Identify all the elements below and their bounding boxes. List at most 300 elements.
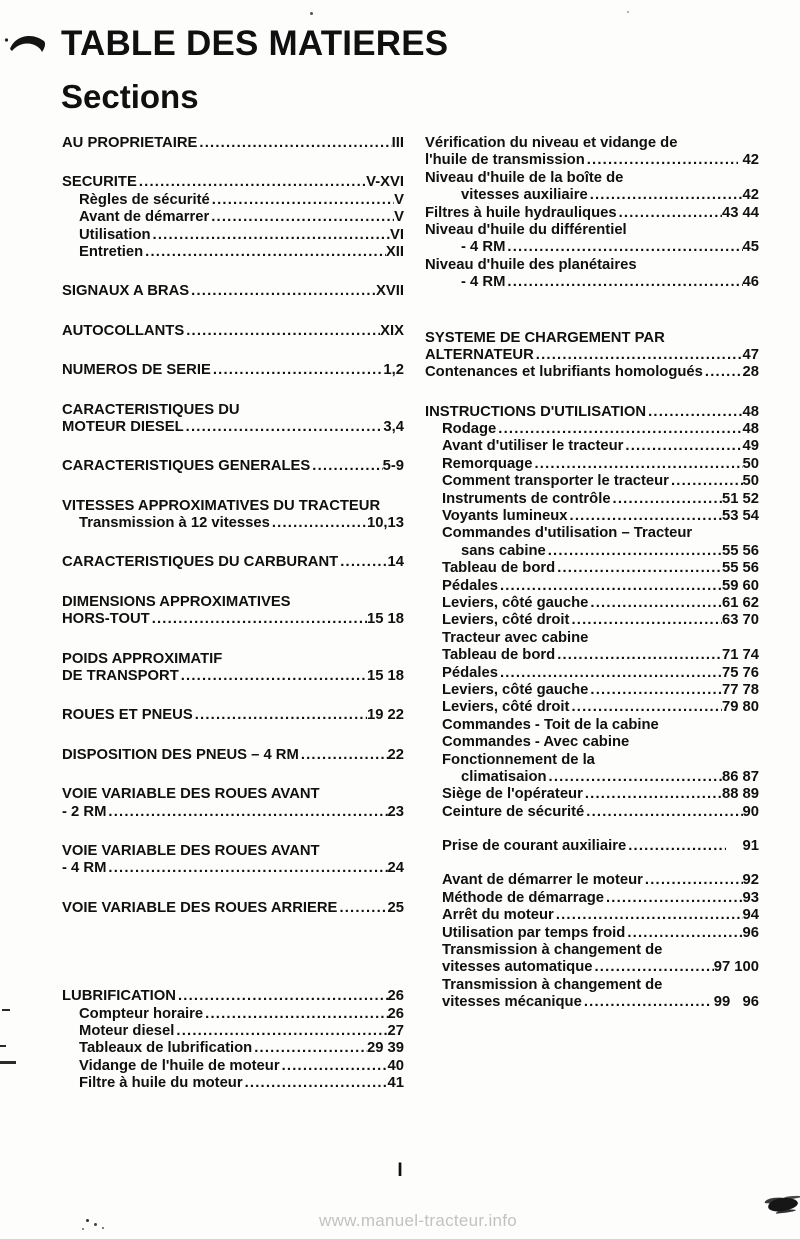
toc-block — [62, 402, 404, 437]
toc-entry — [425, 994, 759, 1011]
toc-leader-dots — [617, 205, 722, 222]
toc-entry-page: 14 — [387, 554, 404, 571]
toc-entry-page: 42 — [738, 152, 759, 169]
toc-entry-label: Remorquage — [442, 455, 533, 472]
scan-smudge — [767, 1196, 798, 1212]
toc-block — [425, 404, 759, 821]
toc-leader-dots — [583, 786, 722, 803]
toc-entry-label: Transmission à changement de — [442, 976, 663, 993]
toc-entry-label: vitesses automatique — [442, 959, 593, 976]
toc-entry — [425, 421, 759, 438]
toc-entry-label: Transmission à changement de — [442, 942, 663, 959]
toc-leader-dots — [505, 239, 742, 256]
toc-leader-dots — [184, 419, 384, 436]
toc-entry — [425, 977, 759, 994]
toc-block — [62, 707, 404, 724]
toc-leader-dots — [623, 438, 742, 455]
toc-leader-dots — [643, 872, 743, 889]
toc-leader-dots — [143, 244, 386, 261]
toc-entry-label: Leviers, côté gauche — [442, 594, 589, 611]
toc-entry-page: 61 62 — [721, 594, 759, 611]
toc-leader-dots — [498, 578, 722, 595]
toc-entry-page: 47 — [742, 346, 759, 363]
toc-entry-label: Contenances et lubrifiants homologués — [425, 364, 703, 381]
toc-entry-page: 77 78 — [721, 681, 759, 698]
toc-entry-page: 5-9 — [382, 458, 404, 475]
toc-block — [62, 362, 404, 379]
toc-entry-label: - 4 RM — [461, 239, 506, 256]
scan-speck — [86, 1219, 89, 1222]
toc-entry-page: 29 39 — [366, 1040, 404, 1057]
toc-leader-dots — [174, 1023, 387, 1040]
toc-entry — [425, 347, 759, 364]
toc-entry-label: Pédales — [442, 664, 498, 681]
toc-entry-page: XVII — [376, 283, 404, 300]
toc-entry-label: NUMEROS DE SERIE — [62, 362, 211, 379]
toc-entry-page: 59 60 — [721, 577, 759, 594]
toc-leader-dots — [189, 283, 376, 300]
toc-entry — [62, 209, 404, 226]
toc-block — [62, 174, 404, 261]
toc-entry — [425, 752, 759, 769]
toc-entry-label: VOIE VARIABLE DES ROUES AVANT — [62, 842, 320, 859]
toc-entry — [425, 135, 759, 152]
toc-entry-page: 94 — [742, 907, 759, 924]
toc-entry-page: 25 — [387, 899, 404, 916]
toc-left-column — [62, 135, 404, 1093]
toc-entry — [425, 682, 759, 699]
toc-leader-dots — [555, 560, 722, 577]
toc-entry — [425, 734, 759, 751]
toc-leader-dots — [252, 1040, 367, 1057]
scan-speck — [102, 1227, 104, 1229]
toc-entry — [425, 364, 759, 381]
toc-entry — [62, 860, 404, 877]
toc-entry-page: III — [391, 135, 404, 151]
toc-entry-page: 23 — [387, 803, 404, 820]
toc-leader-dots — [210, 192, 394, 209]
toc-entry — [62, 515, 404, 532]
toc-entry-label: Vidange de l'huile de moteur — [79, 1057, 280, 1074]
toc-leader-dots — [106, 804, 387, 821]
toc-entry-label: Vérification du niveau et vidange de — [425, 135, 678, 151]
toc-entry — [62, 323, 404, 340]
toc-entry — [62, 227, 404, 244]
toc-entry-label: Commandes - Toit de la cabine — [442, 716, 659, 733]
toc-entry-label: VOIE VARIABLE DES ROUES ARRIERE — [62, 899, 338, 916]
toc-entry-label: Voyants lumineux — [442, 508, 568, 525]
toc-entry — [425, 170, 759, 187]
toc-leader-dots — [593, 959, 714, 976]
watermark-text: www.manuel-tracteur.info — [319, 1211, 518, 1230]
toc-block — [62, 651, 404, 686]
toc-entry — [62, 1023, 404, 1040]
toc-entry-label: Leviers, côté gauche — [442, 681, 589, 698]
toc-entry-label: CARACTERISTIQUES DU — [62, 401, 240, 418]
toc-entry-page: 55 56 — [721, 560, 759, 577]
toc-entry-page: 79 80 — [721, 699, 759, 716]
toc-entry-label: HORS-TOUT — [62, 611, 150, 628]
toc-entry-page: V — [394, 209, 404, 226]
toc-entry-page: 15 18 — [366, 611, 404, 628]
toc-entry — [62, 1040, 404, 1057]
toc-entry — [425, 274, 759, 291]
toc-leader-dots — [625, 925, 742, 942]
scan-dash — [2, 1009, 10, 1011]
toc-entry — [425, 239, 759, 256]
scan-dash — [0, 1061, 16, 1064]
toc-entry-label: Filtres à huile hydrauliques — [425, 204, 617, 221]
toc-leader-dots — [338, 554, 387, 571]
toc-leader-dots — [337, 900, 387, 917]
toc-entry — [425, 330, 759, 347]
toc-entry-label: Transmission à 12 vitesses — [79, 515, 270, 532]
toc-leader-dots — [106, 860, 387, 877]
toc-entry-page: 71 74 — [721, 647, 759, 664]
toc-leader-dots — [184, 323, 380, 340]
toc-entry-label: INSTRUCTIONS D'UTILISATION — [425, 403, 647, 420]
toc-entry-label: ALTERNATEUR — [425, 346, 534, 363]
toc-entry-label: Avant de démarrer le moteur — [442, 872, 643, 889]
toc-entry — [62, 1075, 404, 1092]
toc-block — [62, 988, 404, 1092]
toc-entry-page: 97 100 — [713, 959, 759, 976]
toc-entry — [62, 1006, 404, 1023]
toc-leader-dots — [299, 747, 388, 764]
toc-entry-label: sans cabine — [461, 542, 546, 559]
toc-entry-page: 15 18 — [366, 668, 404, 685]
toc-entry — [62, 458, 404, 475]
toc-entry — [62, 283, 404, 300]
toc-entry-label: Avant de démarrer — [79, 209, 210, 226]
toc-entry — [62, 651, 404, 668]
toc-entry-label: Fonctionnement de la — [442, 751, 595, 768]
toc-entry — [425, 717, 759, 734]
toc-entry-label: LUBRIFICATION — [62, 988, 176, 1005]
scan-speck — [94, 1223, 97, 1226]
toc-leader-dots — [310, 458, 382, 475]
toc-entry-label: Rodage — [442, 421, 497, 438]
toc-entry-label: Ceinture de sécurité — [442, 803, 585, 820]
toc-leader-dots — [569, 699, 722, 716]
toc-block — [62, 283, 404, 300]
toc-block — [62, 498, 404, 533]
toc-entry-label: - 2 RM — [62, 803, 107, 820]
toc-leader-dots — [498, 665, 722, 682]
toc-entry-page: 91 — [726, 838, 759, 855]
toc-entry-page: 93 — [742, 889, 759, 906]
toc-entry — [62, 135, 404, 152]
toc-entry-page: VI — [390, 226, 404, 243]
toc-leader-dots — [611, 491, 722, 508]
toc-entry — [62, 707, 404, 724]
toc-entry-label: Leviers, côté droit — [442, 612, 570, 629]
toc-entry-page: 99 96 — [709, 994, 759, 1011]
toc-entry-page: 55 56 — [721, 542, 759, 559]
toc-entry — [425, 699, 759, 716]
toc-entry-label: CARACTERISTIQUES GENERALES — [62, 458, 311, 475]
toc-entry-page: 51 52 — [721, 490, 759, 507]
toc-entry — [425, 438, 759, 455]
toc-entry — [62, 244, 404, 261]
toc-entry-label: DE TRANSPORT — [62, 668, 179, 685]
toc-entry-label: Entretien — [79, 243, 144, 260]
toc-entry-label: AUTOCOLLANTS — [62, 322, 185, 339]
toc-entry — [425, 804, 759, 821]
toc-entry — [425, 473, 759, 490]
toc-entry-label: MOTEUR DIESEL — [62, 418, 184, 435]
toc-entry-label: SYSTEME DE CHARGEMENT PAR — [425, 329, 665, 346]
toc-leader-dots — [546, 543, 722, 560]
toc-entry-label: Utilisation — [79, 226, 151, 243]
toc-entry-page: 26 — [387, 1005, 404, 1022]
toc-entry — [62, 192, 404, 209]
toc-entry-page: 92 — [742, 872, 759, 889]
toc-block — [62, 900, 404, 917]
toc-entry — [425, 647, 759, 664]
toc-leader-dots — [588, 682, 722, 699]
toc-entry — [425, 665, 759, 682]
toc-leader-dots — [151, 227, 390, 244]
toc-leader-dots — [554, 907, 743, 924]
toc-entry-page: 90 — [742, 803, 759, 820]
toc-entry-label: Niveau d'huile de la boîte de — [425, 169, 624, 186]
toc-leader-dots — [197, 135, 391, 152]
toc-entry-page: 75 76 — [721, 664, 759, 681]
scan-dash — [0, 1045, 6, 1047]
toc-entry-label: l'huile de transmission — [425, 152, 585, 169]
toc-leader-dots — [568, 508, 722, 525]
toc-entry-label: - 4 RM — [461, 274, 506, 291]
toc-entry — [425, 205, 759, 222]
toc-entry-label: Tableau de bord — [442, 560, 556, 577]
toc-entry-page: 42 — [742, 187, 759, 204]
toc-entry — [425, 907, 759, 924]
toc-leader-dots — [193, 707, 367, 724]
toc-leader-dots — [176, 988, 388, 1005]
toc-entry — [425, 959, 759, 976]
toc-entry-label: SECURITE — [62, 174, 137, 191]
toc-right-column — [425, 135, 759, 1012]
toc-entry-label: Règles de sécurité — [79, 191, 210, 208]
toc-entry — [425, 222, 759, 239]
scan-mark-swoosh — [4, 29, 52, 61]
toc-entry — [62, 611, 404, 628]
toc-entry-label: Commandes d'utilisation – Tracteur — [442, 525, 693, 542]
toc-entry-page: 50 — [742, 455, 759, 472]
toc-entry-page: 63 70 — [721, 612, 759, 629]
toc-block — [425, 135, 759, 292]
toc-entry-page: 22 — [387, 746, 404, 763]
toc-entry-label: Siège de l'opérateur — [442, 786, 583, 803]
toc-entry-label: Leviers, côté droit — [442, 699, 570, 716]
toc-entry-page: 53 54 — [721, 508, 759, 525]
toc-block — [425, 838, 759, 855]
toc-entry — [62, 804, 404, 821]
toc-entry-label: VOIE VARIABLE DES ROUES AVANT — [62, 786, 320, 803]
folio-page-number: I — [397, 1160, 403, 1181]
toc-leader-dots — [137, 174, 366, 191]
toc-leader-dots — [547, 769, 722, 786]
toc-entry-page: 48 — [742, 421, 759, 438]
toc-entry-page: 3,4 — [383, 418, 404, 435]
toc-entry-label: VITESSES APPROXIMATIVES DU TRACTEUR — [62, 497, 381, 514]
toc-leader-dots — [211, 362, 384, 379]
toc-entry-label: Filtre à huile du moteur — [79, 1075, 243, 1092]
toc-leader-dots — [150, 611, 367, 628]
toc-leader-dots — [569, 612, 722, 629]
toc-entry-page: 50 — [742, 473, 759, 490]
toc-entry — [62, 594, 404, 611]
toc-entry — [425, 838, 759, 855]
toc-entry — [425, 508, 759, 525]
toc-entry-page: 40 — [387, 1057, 404, 1074]
toc-entry-page: 48 — [742, 403, 759, 420]
toc-entry — [62, 747, 404, 764]
toc-entry — [62, 1058, 404, 1075]
toc-entry — [62, 988, 404, 1005]
toc-entry — [425, 491, 759, 508]
toc-block — [62, 786, 404, 821]
toc-entry — [425, 578, 759, 595]
toc-entry-page: 49 — [742, 438, 759, 455]
toc-block — [425, 330, 759, 382]
toc-entry — [425, 543, 759, 560]
toc-entry — [62, 174, 404, 191]
toc-block — [62, 843, 404, 878]
toc-entry-label: Méthode de démarrage — [442, 889, 604, 906]
toc-leader-dots — [669, 473, 743, 490]
toc-entry-label: Avant d'utiliser le tracteur — [442, 438, 624, 455]
toc-entry — [425, 456, 759, 473]
toc-entry-label: vitesses auxiliaire — [461, 187, 588, 204]
toc-entry — [425, 257, 759, 274]
scan-speck — [82, 1228, 84, 1230]
toc-entry-label: DISPOSITION DES PNEUS – 4 RM — [62, 746, 299, 763]
toc-entry — [62, 402, 404, 419]
toc-entry — [62, 362, 404, 379]
toc-leader-dots — [588, 187, 743, 204]
toc-entry-page: 1,2 — [383, 362, 404, 379]
toc-entry-page: 46 — [742, 274, 759, 291]
toc-entry-label: POIDS APPROXIMATIF — [62, 650, 223, 667]
toc-block — [62, 135, 404, 152]
toc-leader-dots — [646, 404, 742, 421]
toc-block — [62, 747, 404, 764]
toc-block — [425, 872, 759, 1011]
toc-entry-label: Prise de courant auxiliaire — [442, 838, 627, 855]
toc-entry-page: V-XVI — [366, 174, 404, 191]
toc-entry-label: Tracteur avec cabine — [442, 629, 589, 646]
toc-entry — [62, 786, 404, 803]
toc-entry — [425, 560, 759, 577]
toc-entry-label: Arrêt du moteur — [442, 907, 554, 924]
toc-entry-label: Utilisation par temps froid — [442, 924, 626, 941]
toc-entry-page: XIX — [380, 322, 404, 339]
toc-leader-dots — [270, 515, 367, 532]
toc-entry-label: ROUES ET PNEUS — [62, 707, 193, 724]
scan-speck — [627, 11, 629, 13]
toc-entry — [62, 419, 404, 436]
toc-entry-label: Niveau d'huile du différentiel — [425, 221, 627, 238]
toc-leader-dots — [280, 1058, 388, 1075]
toc-entry — [425, 630, 759, 647]
toc-entry-page: 86 87 — [721, 768, 759, 785]
toc-entry-page: 19 22 — [366, 707, 404, 724]
toc-entry — [425, 152, 759, 169]
toc-entry-page: 88 89 — [721, 786, 759, 803]
toc-leader-dots — [179, 668, 367, 685]
toc-entry-label: CARACTERISTIQUES DU CARBURANT — [62, 554, 339, 571]
toc-block — [62, 458, 404, 475]
toc-entry-page: 10,13 — [366, 515, 404, 532]
toc-entry-label: Tableaux de lubrification — [79, 1040, 253, 1057]
toc-leader-dots — [703, 364, 743, 381]
toc-entry-page: 43 44 — [721, 204, 759, 221]
toc-block — [62, 554, 404, 571]
toc-entry-label: DIMENSIONS APPROXIMATIVES — [62, 593, 291, 610]
toc-entry-label: Pédales — [442, 577, 498, 594]
toc-entry-page: 26 — [387, 988, 404, 1005]
toc-entry-label: Tableau de bord — [442, 647, 556, 664]
toc-entry-label: Compteur horaire — [79, 1005, 204, 1022]
toc-leader-dots — [532, 456, 742, 473]
toc-entry — [425, 612, 759, 629]
toc-entry-label: - 4 RM — [62, 860, 107, 877]
toc-entry — [62, 554, 404, 571]
toc-leader-dots — [203, 1006, 387, 1023]
toc-entry-label: Comment transporter le tracteur — [442, 473, 669, 490]
toc-entry-label: Moteur diesel — [79, 1022, 175, 1039]
scan-speck — [310, 12, 313, 15]
toc-entry — [425, 595, 759, 612]
toc-leader-dots — [534, 347, 743, 364]
toc-entry-label: AU PROPRIETAIRE — [62, 135, 198, 151]
toc-entry-page: 27 — [387, 1022, 404, 1039]
toc-entry — [425, 890, 759, 907]
toc-entry-page: 96 — [742, 924, 759, 941]
toc-leader-dots — [582, 994, 710, 1011]
toc-block — [62, 594, 404, 629]
toc-entry-label: SIGNAUX A BRAS — [62, 283, 190, 300]
toc-leader-dots — [584, 804, 742, 821]
toc-leader-dots — [505, 274, 742, 291]
toc-entry-page: 24 — [387, 860, 404, 877]
toc-leader-dots — [209, 209, 394, 226]
toc-entry-page: XII — [385, 243, 404, 260]
toc-entry — [62, 900, 404, 917]
toc-entry-label: vitesses mécanique — [442, 994, 582, 1011]
toc-entry-page: V — [394, 191, 404, 208]
toc-entry-label: Commandes - Avec cabine — [442, 734, 630, 751]
toc-entry — [425, 769, 759, 786]
toc-leader-dots — [604, 890, 743, 907]
toc-leader-dots — [626, 838, 726, 855]
toc-entry-label: climatisaion — [461, 768, 547, 785]
toc-leader-dots — [588, 595, 722, 612]
toc-entry-label: Niveau d'huile des planétaires — [425, 256, 637, 273]
toc-entry-label: Instruments de contrôle — [442, 490, 611, 507]
toc-leader-dots — [243, 1075, 388, 1092]
toc-entry — [425, 404, 759, 421]
toc-entry-page: 28 — [742, 364, 759, 381]
toc-entry — [62, 498, 404, 515]
page-title: TABLE DES MATIERES — [61, 24, 449, 63]
page-subtitle: Sections — [61, 78, 199, 115]
toc-entry — [62, 843, 404, 860]
toc-leader-dots — [585, 152, 739, 169]
toc-entry — [425, 925, 759, 942]
